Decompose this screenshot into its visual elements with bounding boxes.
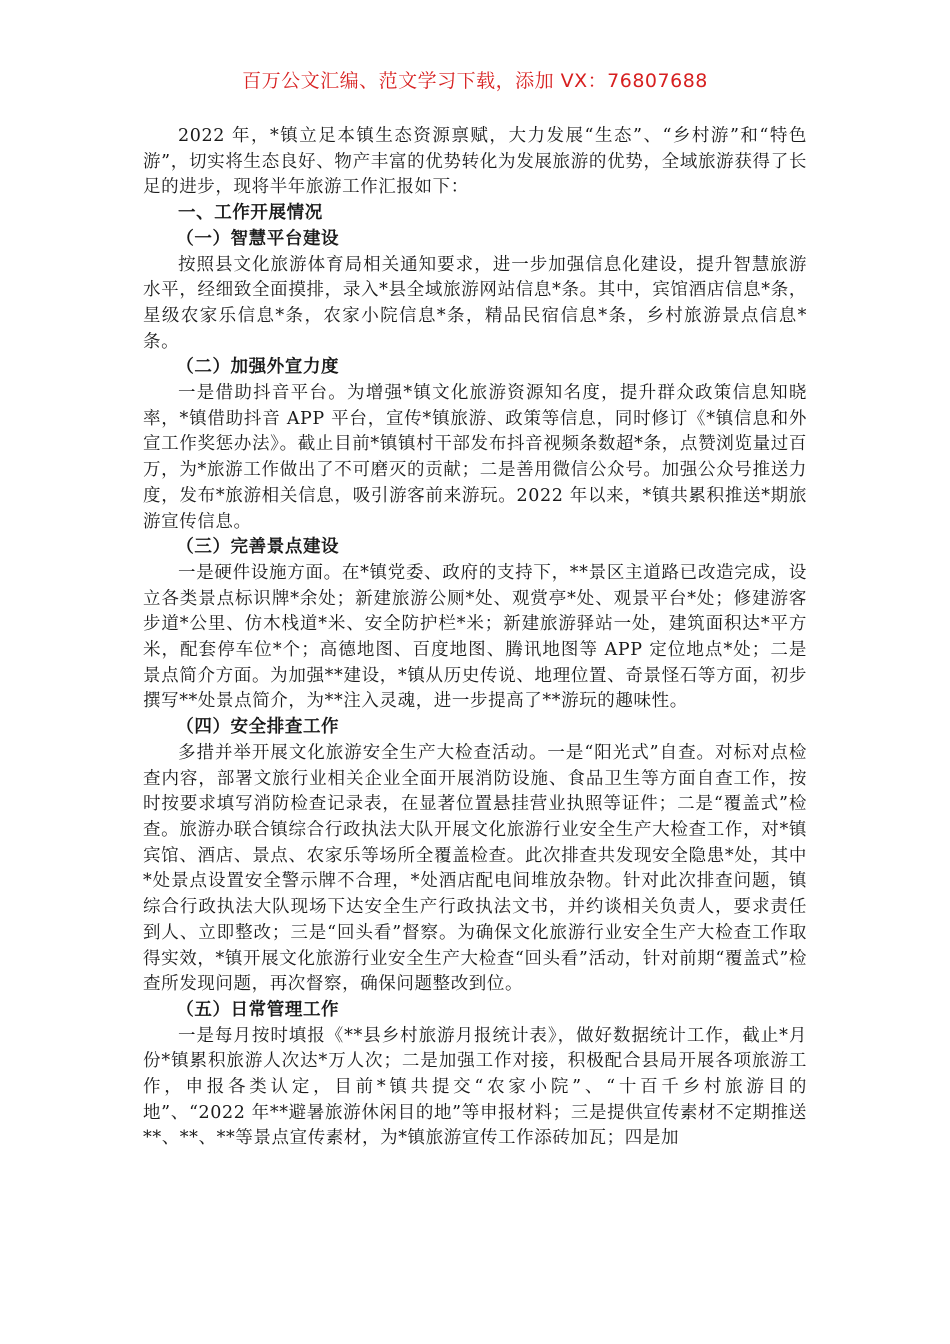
paragraph: 按照县文化旅游体育局相关通知要求，进一步加强信息化建设，提升智慧旅游水平，经细致全面摸排，录入*县全域旅游网站信息*条。其中，宾馆酒店信息*条，星级农家乐信息*条，农家小院信息*条，精品民宿信息*条，乡村旅游景点信息*条。 — [143, 254, 807, 352]
subsection-heading: （一）智慧平台建设 — [176, 228, 340, 249]
paragraph: 一是硬件设施方面。在*镇党委、政府的支持下，**景区主道路已改造完成，设立各类景点标识牌*余处；新建旅游公厕*处、观赏亭*处、观景平台*处；修建游客步道*公里、仿木栈道*米、安全防护栏*米；新建旅游驿站一处，建筑面积达*平方米，配套停车位*个；高德地图、百度地图、腾讯地图等 APP 定位地点*处；二是景点简介方面。为加强**建设，*镇从历史传说、地理位置、奇景怪石等方面，初步撰写**处景点简介，为**注入灵魂，进一步提高了**游玩的趣味性。 — [143, 562, 807, 712]
paragraph: 一是借助抖音平台。为增强*镇文化旅游资源知名度，提升群众政策信息知晓率，*镇借助抖音 APP 平台，宣传*镇旅游、政策等信息，同时修订《*镇信息和外宣工作奖惩办法》。截止目前*镇镇村干部发布抖音视频条数超*条，点赞浏览量过百万，为*旅游工作做出了不可磨灭的贡献；二是善用微信公众号。加强公众号推送力度，发布*旅游相关信息，吸引游客前来游玩。2022 年以来，*镇共累积推送*期旅游宣传信息。 — [143, 383, 807, 532]
subsection-heading: （五）日常管理工作 — [176, 999, 340, 1020]
section-heading: 一、工作开展情况 — [178, 203, 323, 224]
header-banner: 百万公文汇编、范文学习下载，添加 VX：76807688 — [242, 70, 708, 92]
intro-paragraph: 2022 年，*镇立足本镇生态资源禀赋，大力发展“生态”、“乡村游”和“特色游”，切实将生态良好、物产丰富的优势转化为发展旅游的优势，全域旅游获得了长足的进步，现将半年旅游工作汇报如下： — [143, 126, 807, 198]
subsection-heading: （三）完善景点建设 — [176, 537, 340, 558]
paragraph: 多措并举开展文化旅游安全生产大检查活动。一是“阳光式”自查。对标对点检查内容，部署文旅行业相关企业全面开展消防设施、食品卫生等方面自查工作，按时按要求填写消防检查记录表，在显著位置悬挂营业执照等证件；二是“覆盖式”检查。旅游办联合镇综合行政执法大队开展文化旅游行业安全生产大检查工作，对*镇宾馆、酒店、景点、农家乐等场所全覆盖检查。此次排查共发现安全隐患*处，其中*处景点设置安全警示牌不合理，*处酒店配电间堆放杂物。针对此次排查问题，镇综合行政执法大队现场下达安全生产行政执法文书，并约谈相关负责人，要求责任到人、立即整改；三是“回头看”督察。为确保文化旅游行业安全生产大检查工作取得实效，*镇开展文化旅游行业安全生产大检查“回头看”活动，针对前期“覆盖式”检查所发现问题，再次督察，确保问题整改到位。 — [143, 742, 807, 995]
subsection-heading: （四）安全排查工作 — [176, 717, 340, 738]
paragraph: 一是每月按时填报《**县乡村旅游月报统计表》，做好数据统计工作，截止*月份*镇累积旅游人次达*万人次；二是加强工作对接，积极配合县局开展各项旅游工作，申报各类认定，目前*镇共提交“农家小院”、“十百千乡村旅游目的地”、“2022 年**避暑旅游休闲目的地”等申报材料；三是提供宣传素材不定期推送**、**、**等景点宣传素材，为*镇旅游宣传工作添砖加瓦；四是加 — [143, 1025, 807, 1149]
document-body — [143, 124, 807, 1152]
subsection-heading: （二）加强外宣力度 — [176, 357, 340, 378]
